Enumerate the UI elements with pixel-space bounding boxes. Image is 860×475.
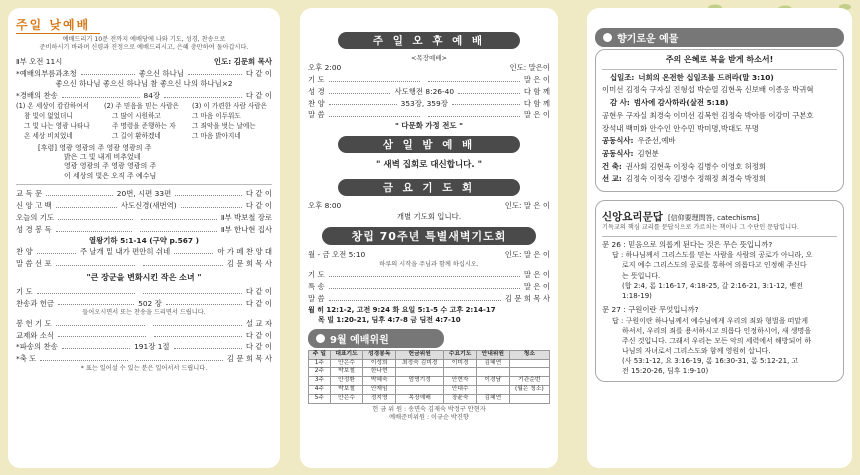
offering-value: 이미선 김정숙 구자실 진형섭 박순열 김현옥 신보배 이종응 박귀혁 bbox=[602, 85, 814, 95]
chorus-line: 이 세상의 빛은 오직 주 예수님 bbox=[64, 171, 157, 180]
order-person: 김 문 희 목 사 bbox=[226, 354, 272, 364]
question-27: 문 27 : 구원이란 무엇입니까? bbox=[602, 305, 699, 314]
order-row bbox=[16, 200, 272, 212]
pm-time: 오후 2:00 bbox=[308, 63, 342, 72]
pm-leader: 인도: 말은이 bbox=[509, 63, 550, 72]
offering-row bbox=[602, 174, 837, 185]
service-leader: 인도: 김문희 목사 bbox=[213, 56, 272, 66]
answer-line: 하셔서, 우리의 죄를 용서하시고 의롭다 인정하시어, 새 생명을 bbox=[622, 326, 812, 335]
order-person: 다 같 이 bbox=[245, 286, 273, 296]
lyric: 그 길이 환하겠네 bbox=[112, 131, 161, 140]
staff-row bbox=[309, 394, 550, 403]
lyric: 그 마음 이두워도 bbox=[192, 111, 241, 120]
staff-cell bbox=[476, 368, 509, 377]
order-person: 다 같 이 bbox=[245, 298, 272, 308]
chorus-line: 밝은 그 빛 내게 비추었네 bbox=[64, 152, 141, 161]
order-label: 기 도 bbox=[16, 286, 33, 296]
offering-row bbox=[602, 73, 837, 84]
staff-cell: 김혜연 bbox=[476, 359, 509, 368]
offering-value: 너희의 온전한 십일조를 드려라(말 3:10) bbox=[638, 72, 774, 82]
staff-cell: 이경남 bbox=[476, 377, 509, 386]
order-label: 오늘의 기도 bbox=[16, 212, 55, 222]
staff-title: 9월 예배위원 bbox=[330, 334, 389, 346]
offering-note: 들어오시면서 또는 찬송을 드리면서 드립니다. bbox=[82, 309, 206, 317]
order-label: 신 앙 고 백 bbox=[16, 201, 52, 211]
order-person: 설 교 자 bbox=[245, 318, 273, 328]
offerings-title: 향기로운 예물 bbox=[617, 34, 679, 45]
order-detail: 주 날개 밑 내가 편안히 쉬네 bbox=[79, 247, 171, 257]
order-label: *축 도 bbox=[16, 354, 37, 364]
order-row bbox=[16, 286, 272, 298]
order-person: 다 같 이 bbox=[245, 189, 273, 199]
order-detail: 353장, 359장 bbox=[400, 98, 448, 108]
dawn-time: 월 - 금 오전 5:10 bbox=[308, 249, 366, 259]
catechism-intro: 기독교의 핵심 교리를 문답식으로 가르치는 책이나 그 수단인 문답입니다. bbox=[602, 224, 800, 232]
catechism-box bbox=[595, 200, 844, 381]
offering-row bbox=[602, 124, 837, 135]
order-person: 말 은 이 bbox=[523, 270, 550, 280]
lyric: 그 많이 시원하고 bbox=[112, 111, 161, 120]
order-detail: 좋으신 하나님 bbox=[138, 68, 184, 78]
staff-col-header: 헌금위원 bbox=[396, 350, 444, 359]
answer-line: 로지 예수 그리스도의 공로를 통하여 의롭다고 인정해 주신다 bbox=[622, 261, 807, 270]
staff-cell: 장윤숙 bbox=[444, 394, 477, 403]
wed-note: " 새벽 집회로 대신합니다. " bbox=[375, 159, 483, 170]
order-row bbox=[16, 258, 272, 270]
offering-value: 공현우 구자실 최경숙 이미선 김복헌 김정숙 박아름 이강미 구본호 bbox=[602, 110, 814, 120]
question-26: 문 26 : 믿음으로 의롭게 된다는 것은 무슨 뜻입니까? bbox=[602, 239, 773, 249]
answer-line: 답 : 구원이란 하나님께서 예수님에게 우리의 죄와 형벌을 떠맡게 bbox=[612, 316, 808, 325]
offering-row bbox=[602, 111, 837, 122]
order-label: *예배의부름과초청 bbox=[16, 68, 77, 78]
order-label: 찬 양 bbox=[16, 247, 33, 257]
staff-cell: 박보철 bbox=[330, 386, 363, 395]
bullet-icon bbox=[316, 334, 325, 343]
staff-cell: 안현자 bbox=[444, 377, 477, 386]
order-label: 말 씀 bbox=[308, 293, 325, 303]
staff-col-header: 주 일 bbox=[309, 350, 331, 359]
order-row bbox=[308, 269, 550, 281]
order-person: 다 같 이 bbox=[245, 68, 272, 78]
order-label: *경배의 찬송 bbox=[16, 91, 58, 101]
staff-cell: 정지영 bbox=[363, 394, 396, 403]
order-person: 말 은 이 bbox=[523, 110, 551, 120]
staff-cell bbox=[476, 386, 509, 395]
staff-table bbox=[308, 350, 550, 404]
order-row bbox=[16, 212, 272, 224]
dawn-leader: 인도: 말 은 이 bbox=[504, 249, 550, 259]
chorus bbox=[38, 144, 272, 182]
panel-morning-worship bbox=[8, 8, 280, 468]
offering-row bbox=[602, 98, 837, 109]
answer-line: 1:18-19) bbox=[622, 291, 652, 300]
staff-cell bbox=[444, 368, 477, 377]
staff-cell: 안재임 bbox=[363, 386, 396, 395]
lyric: 그 빛 나는 영광 나타나 bbox=[24, 121, 90, 130]
order-person: 다 같 이 bbox=[245, 342, 272, 352]
answer-line: 나님의 자녀로서 그리스도와 함께 영원히 삽니다. bbox=[622, 347, 771, 356]
staff-cell bbox=[396, 368, 444, 377]
offering-value: 김현분 bbox=[637, 149, 659, 158]
offering-row bbox=[602, 149, 837, 160]
panel-offerings-catechism bbox=[587, 8, 852, 468]
offering-row bbox=[602, 136, 837, 147]
order-label: *파송의 찬송 bbox=[16, 342, 58, 352]
fri-note: 개별 기도회 입니다. bbox=[396, 212, 462, 222]
staff-cell: 안은수 bbox=[330, 394, 363, 403]
offering-label: 선 교: bbox=[602, 174, 622, 184]
offering-value: 범사에 감사하라(살전 5:18) bbox=[633, 98, 729, 108]
staff-cell: 김혜연 bbox=[476, 394, 509, 403]
staff-cell bbox=[396, 386, 444, 395]
staff-col-header: 대표기도 bbox=[330, 350, 363, 359]
staff-cell: (월은 청소) bbox=[509, 386, 549, 395]
staff-cell: 엄명기정 bbox=[396, 377, 444, 386]
order-row bbox=[16, 330, 272, 342]
sermon-title: "큰 장군을 변화시킨 작은 소녀 " bbox=[86, 273, 202, 283]
order-person: 다 함 께 bbox=[523, 98, 550, 108]
intro-line-2: 준비하시기 바라며 신령과 진정으로 예배드리시고, 은혜 충만하여 돌아갑시다. bbox=[39, 44, 249, 52]
scripture-reading: 열왕기하 5:1-14 (구약 p.567 ) bbox=[88, 235, 199, 245]
staff-cell: 이성희 bbox=[363, 359, 396, 368]
staff-row bbox=[309, 368, 550, 377]
pm-service-subtitle: <목장예배> bbox=[410, 54, 447, 62]
order-detail: 502 장 bbox=[138, 298, 162, 308]
staff-row bbox=[309, 386, 550, 395]
staff-cell: 1주 bbox=[309, 359, 331, 368]
order-row bbox=[16, 353, 272, 365]
offering-label: 십일조: bbox=[610, 72, 635, 82]
staff-row bbox=[309, 377, 550, 386]
dawn-sub: 하루의 시작을 주님과 함께 하십시오. bbox=[379, 260, 479, 268]
order-detail: 사도행전 8:26-40 bbox=[394, 86, 455, 96]
pm-theme: " 다문화 가정 전도 " bbox=[395, 121, 463, 131]
staff-cell: 5주 bbox=[309, 394, 331, 403]
staff-note-1: 헌 금 위 원 : 송면숙 김재숙 박정구 안현자 bbox=[372, 405, 486, 413]
order-label: 기 도 bbox=[308, 74, 325, 84]
staff-cell bbox=[509, 394, 549, 403]
lyric: (2) 주 믿음을 믿는 사람은 bbox=[104, 101, 180, 110]
order-row bbox=[16, 224, 272, 236]
order-row bbox=[308, 293, 550, 305]
staff-col-header: 성경봉독 bbox=[363, 350, 396, 359]
staff-col-header: 수요기도 bbox=[444, 350, 477, 359]
order-person: Ⅱ부 한나현 집사 bbox=[220, 224, 273, 234]
offering-label: 공동식사: bbox=[602, 149, 634, 158]
answer-line: 전 15:20-26, 딤후 1:9-10) bbox=[622, 367, 709, 376]
answer-line: (합 2:4, 롬 1:16-17, 4:18-25, 갈 2:16-21, 3:1-12, 벧전 bbox=[622, 281, 803, 290]
staff-cell: 이미경 bbox=[444, 359, 477, 368]
order-label: 기 도 bbox=[308, 270, 325, 280]
wed-service-title: 삼 일 밤 예 배 bbox=[338, 136, 520, 153]
order-row bbox=[308, 98, 550, 110]
staff-cell: 박보철 bbox=[330, 368, 363, 377]
staff-cell: 4주 bbox=[309, 386, 331, 395]
dawn-service-title: 창립 70주년 특별새벽기도회 bbox=[322, 227, 536, 245]
staff-cell bbox=[509, 359, 549, 368]
staff-cell: 목장예배 bbox=[396, 394, 444, 403]
order-person: Ⅱ부 박보철 장로 bbox=[220, 212, 273, 222]
catechism-subtitle: [信仰要理問答, catechisms] bbox=[667, 214, 760, 223]
order-detail: 84장 bbox=[143, 91, 161, 101]
chorus-line: [후렴] 영광 영광의 주 영광 영광의 주 bbox=[38, 143, 152, 152]
offering-value: 장석내 백미화 안수인 안수민 박미명,박대도 무명 bbox=[602, 123, 759, 133]
order-detail: 191장 1절 bbox=[134, 342, 170, 352]
order-row bbox=[16, 246, 272, 258]
offerings-verse: 주의 은혜로 복을 받게 하소서! bbox=[665, 55, 774, 64]
offering-label: 건 축: bbox=[602, 161, 622, 171]
staff-cell: 안정환 bbox=[330, 377, 363, 386]
staff-col-header: 청소 bbox=[509, 350, 549, 359]
lyric: 온 세상 비치었네 bbox=[24, 131, 73, 140]
offerings-box bbox=[595, 49, 844, 192]
staff-cell: 3주 bbox=[309, 377, 331, 386]
order-row bbox=[308, 281, 550, 293]
order-person: 다 같 이 bbox=[245, 330, 273, 340]
bullet-icon bbox=[603, 33, 612, 42]
offering-value: 권사회 김현옥 이정숙 김병수 이영호 허정희 bbox=[625, 161, 767, 171]
staff-cell: 안은수 bbox=[330, 359, 363, 368]
offering-row bbox=[602, 162, 837, 173]
fri-service-title: 금 요 기 도 회 bbox=[338, 179, 520, 196]
order-person: 말 은 이 bbox=[523, 74, 551, 84]
offering-row bbox=[602, 85, 837, 96]
call-lyric: 좋으신 하나님 좋으신 하나님 참 좋으신 나의 하나님×2 bbox=[55, 79, 233, 89]
order-person: 다 같 이 bbox=[245, 91, 273, 101]
page-title: 주일 낮예배 bbox=[16, 16, 100, 34]
lyric: 주 명령을 준행하는 자 bbox=[112, 121, 176, 130]
lyric: (3) 이 가련한 사람 사람은 bbox=[192, 101, 268, 110]
order-detail: 20번, 시편 33편 bbox=[116, 189, 172, 199]
pm-service-title: 주 일 오 후 예 배 bbox=[338, 32, 520, 49]
answer-line: 답 : 하나님께서 그리스도를 믿는 사람을 사람의 공로가 아니라, 오 bbox=[612, 251, 813, 260]
footnote: * 표는 일어설 수 있는 분은 일어서서 드립니다. bbox=[80, 365, 208, 373]
hymn-lyrics bbox=[16, 102, 272, 142]
staff-cell: 2주 bbox=[309, 368, 331, 377]
order-person: 아 가 페 찬 양 대 bbox=[217, 247, 273, 257]
answer-line: (사 53:1-12, 요 3:16-19, 롬 16:30-31, 롬 5:12-21, 고 bbox=[622, 357, 799, 366]
catechism-title: 신앙요리문답 bbox=[602, 211, 663, 224]
chorus-line: 영광 영광의 주 영광 영광의 주 bbox=[64, 162, 157, 171]
lyric: 참 빛이 없었더니 bbox=[24, 111, 73, 120]
order-person: 다 같 이 bbox=[245, 201, 273, 211]
panel-other-services bbox=[300, 8, 558, 468]
fri-leader: 인도: 말 은 이 bbox=[504, 201, 550, 211]
dawn-schedule-1: 월 히 12:1-2, 고전 9:24 화 요일 5:1-5 수 고후 2:14-17 bbox=[308, 305, 496, 314]
order-label: 말 씀 bbox=[308, 110, 325, 120]
offering-label: 감 사: bbox=[610, 98, 630, 108]
staff-col-header: 안내위원 bbox=[476, 350, 509, 359]
order-row bbox=[308, 109, 550, 121]
staff-cell: 안대수 bbox=[444, 386, 477, 395]
order-person: 김 문 희 목 사 bbox=[226, 259, 272, 269]
order-label: 성 경 봉 독 bbox=[16, 224, 52, 234]
service-part: Ⅱ부 오전 11시 bbox=[16, 56, 63, 66]
order-row bbox=[16, 341, 272, 353]
order-row bbox=[16, 298, 272, 310]
staff-cell: 한나현 bbox=[363, 368, 396, 377]
staff-row bbox=[309, 359, 550, 368]
order-row bbox=[308, 74, 550, 86]
answer-line: 주신 것입니다. 그래서 우리는 모든 악의 세력에서 해방되어 하 bbox=[622, 337, 812, 346]
order-label: 교 독 문 bbox=[16, 189, 43, 199]
order-label: 특 송 bbox=[308, 281, 325, 291]
lyric: (1) 온 세상이 캄캄하여서 bbox=[16, 101, 89, 110]
staff-cell bbox=[509, 368, 549, 377]
order-label: 말 씀 선 포 bbox=[16, 259, 52, 269]
staff-cell: 박혜숙 bbox=[363, 377, 396, 386]
lyric: 그 마음 밝아지네 bbox=[192, 131, 241, 140]
order-person: 말 은 이 bbox=[523, 281, 550, 291]
order-label: 성 경 bbox=[308, 86, 325, 96]
staff-note-2: 예배준비위원 : 이규순 박진향 bbox=[389, 414, 469, 422]
order-detail: 사도신경(새번역) bbox=[120, 201, 177, 211]
order-person: 다 함 께 bbox=[523, 86, 550, 96]
answer-line: 는 뜻입니다. bbox=[622, 271, 661, 280]
order-label: 찬송과 헌금 bbox=[16, 298, 55, 308]
order-person: 김 문 희 목 사 bbox=[504, 293, 550, 303]
offering-label: 공동식사: bbox=[602, 136, 634, 146]
staff-header bbox=[308, 329, 444, 348]
order-label: 교제와 소식 bbox=[16, 330, 55, 340]
order-label: 봉 헌 기 도 bbox=[16, 318, 52, 328]
order-row bbox=[308, 86, 550, 98]
staff-cell: 최정숙 김미경 bbox=[396, 359, 444, 368]
lyric: 그 죄악을 벗는 날에는 bbox=[192, 121, 256, 130]
fri-time: 오후 8:00 bbox=[308, 201, 342, 211]
offering-value: 우준선,예바 bbox=[637, 136, 676, 146]
intro-line-1: 예배드리기 10분 전까지 예배당에 나와 기도, 성경, 찬송으로 bbox=[62, 36, 226, 43]
offerings-header bbox=[595, 28, 844, 47]
order-label: 찬 양 bbox=[308, 98, 325, 108]
order-row bbox=[16, 318, 272, 330]
dawn-schedule-2: 목 빌 1:20-21, 딤후 4:7-8 금 딤전 4:7-10 bbox=[318, 315, 461, 324]
offering-value: 김정숙 이정숙 김병수 정해정 최경숙 박정희 bbox=[625, 174, 767, 184]
order-row bbox=[16, 188, 272, 200]
staff-cell: 기관순번 bbox=[509, 377, 549, 386]
